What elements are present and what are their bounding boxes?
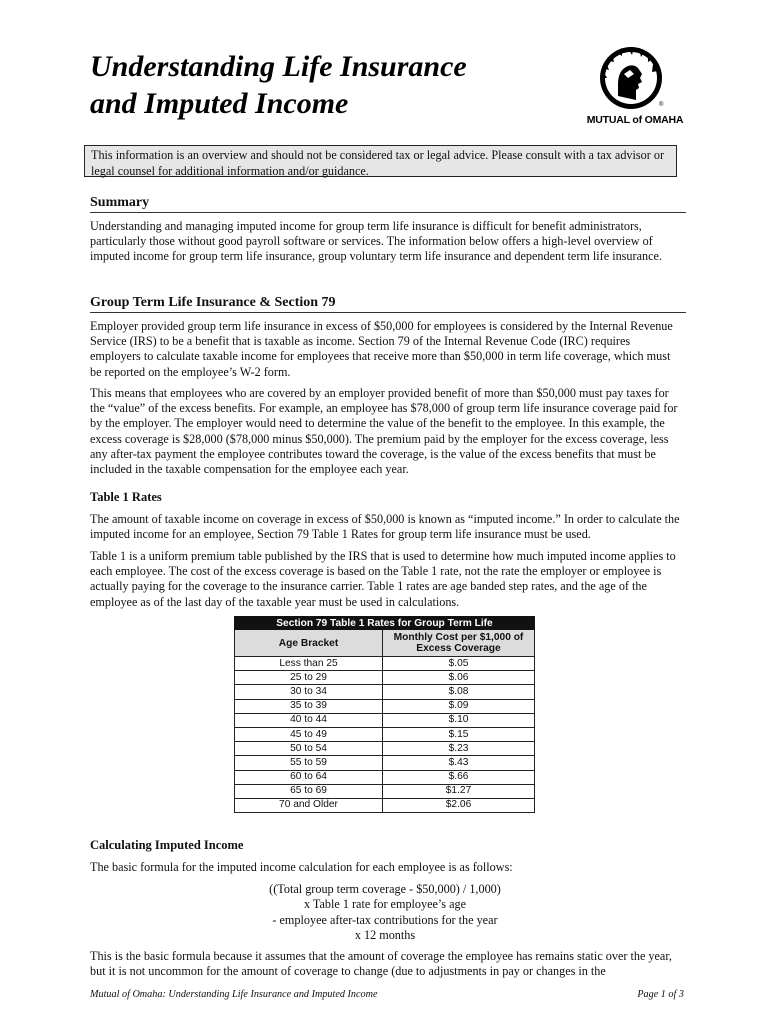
age-cell: 35 to 39: [235, 699, 383, 713]
table-row: [235, 671, 535, 685]
section79-heading: Group Term Life Insurance & Section 79: [90, 294, 686, 313]
table-row: [235, 727, 535, 741]
calculating-heading: Calculating Imputed Income: [90, 838, 244, 852]
cost-cell: $1.27: [383, 784, 535, 798]
table-row: [235, 742, 535, 756]
age-cell: 40 to 44: [235, 713, 383, 727]
calculating-paragraph: This is the basic formula because it assumes that the amount of coverage the employee has remains static over the year, but it is not uncommon for the amount of coverage to change (due to adjustments in pay or changes in the: [90, 949, 672, 979]
summary-heading: Summary: [90, 194, 686, 213]
cost-cell: $.23: [383, 742, 535, 756]
table-row: [235, 798, 535, 812]
footer-document-title: Mutual of Omaha: Understanding Life Insurance and Imputed Income: [90, 989, 378, 1000]
table-row: [235, 657, 535, 671]
calculating-intro: The basic formula for the imputed income calculation for each employee is as follows:: [90, 860, 513, 874]
table1-paragraph-2: Table 1 is a uniform premium table published by the IRS that is used to determine how much imputed income applies to each employee. The cost of the excess coverage is based on the Table 1 rate, not the rate the employer or employee is actually paying for the coverage to the insurance carrier. Table 1 rates are age banded step rates, and the age of the employee as of the last day of the taxable year must be used in calculations.: [90, 549, 676, 609]
rates-table: [234, 616, 535, 813]
cost-cell: $.15: [383, 727, 535, 741]
imputed-income-formula: [90, 882, 680, 943]
document-title: [90, 48, 467, 122]
table-row: [235, 756, 535, 770]
formula-line: - employee after-tax contributions for the year: [272, 912, 498, 927]
cost-cell: $.05: [383, 657, 535, 671]
table-row: [235, 784, 535, 798]
formula-line: ((Total group term coverage - $50,000) / 1,000): [269, 882, 501, 896]
formula-line: x Table 1 rate for employee’s age: [303, 897, 467, 912]
cost-cell: $.06: [383, 671, 535, 685]
table-row: [235, 699, 535, 713]
logo-wordmark: MUTUAL of OMAHA: [586, 114, 684, 126]
cost-cell: $.08: [383, 685, 535, 699]
section79-paragraph-2: This means that employees who are covered by an employer provided benefit of more than $50,000 must pay taxes for the “value” of the excess benefits. For example, an employee has $78,000 of group term life insurance coverage paid for by the employer. The employer would need to determine the value of the benefit to the employee. In this example, the excess coverage is $28,000 ($78,000 minus $50,000). The premium paid by the employer for the excess coverage, less any after-tax payment the employee contributes toward the coverage, is the value of the excess benefits that must be included in the taxable compensation for the employee each year.: [90, 386, 678, 477]
cost-cell: $.09: [383, 699, 535, 713]
table-row: [235, 713, 535, 727]
table1-heading: Table 1 Rates: [90, 490, 162, 504]
age-bracket-header: Age Bracket: [235, 630, 383, 657]
monthly-cost-header: Monthly Cost per $1,000 of Excess Coverage: [383, 630, 535, 657]
cost-cell: $.43: [383, 756, 535, 770]
age-cell: 30 to 34: [235, 685, 383, 699]
table-row: [235, 770, 535, 784]
page-number: Page 1 of 3: [637, 989, 684, 1000]
rates-table-container: [234, 616, 535, 813]
summary-paragraph: Understanding and managing imputed income for group term life insurance is difficult for benefit administrators, particularly those without good payroll software or services. The information below offers a high-level overview of imputed income for group term life insurance, group voluntary term life insurance and dependent term life insurance.: [90, 219, 662, 264]
rates-table-caption: Section 79 Table 1 Rates for Group Term Life: [235, 617, 535, 630]
table-row: [235, 685, 535, 699]
age-cell: 25 to 29: [235, 671, 383, 685]
svg-text:®: ®: [659, 102, 664, 108]
formula-line: x 12 months: [354, 927, 416, 942]
age-cell: 50 to 54: [235, 742, 383, 756]
age-cell: 55 to 59: [235, 756, 383, 770]
age-cell: 60 to 64: [235, 770, 383, 784]
cost-cell: $.66: [383, 770, 535, 784]
mutual-of-omaha-logo: [584, 44, 686, 130]
age-cell: 70 and Older: [235, 798, 383, 812]
disclaimer-box: This information is an overview and should not be considered tax or legal advice. Please consult with a tax advisor or legal counsel for additional information and/or guidance.: [84, 145, 677, 177]
title-line-1: Understanding Life Insurance: [90, 50, 467, 83]
age-cell: Less than 25: [235, 657, 383, 671]
indian-head-logo-icon: [584, 44, 686, 114]
age-cell: 65 to 69: [235, 784, 383, 798]
section79-paragraph-1: Employer provided group term life insurance in excess of $50,000 for employees is considered by the Internal Revenue Service (IRS) to be a benefit that is taxable as income. Section 79 of the Internal Revenue Code (IRC) requires employers to calculate taxable income for employees that receive more than $50,000 in term life coverage, which must be reported on the employee’s W-2 form.: [90, 319, 673, 379]
cost-cell: $.10: [383, 713, 535, 727]
title-line-2: and Imputed Income: [90, 87, 349, 120]
age-cell: 45 to 49: [235, 727, 383, 741]
table1-paragraph-1: The amount of taxable income on coverage in excess of $50,000 is known as “imputed income.” In order to calculate the imputed income for an employee, Section 79 Table 1 Rates for group term life insurance must be used.: [90, 512, 680, 542]
cost-cell: $2.06: [383, 798, 535, 812]
